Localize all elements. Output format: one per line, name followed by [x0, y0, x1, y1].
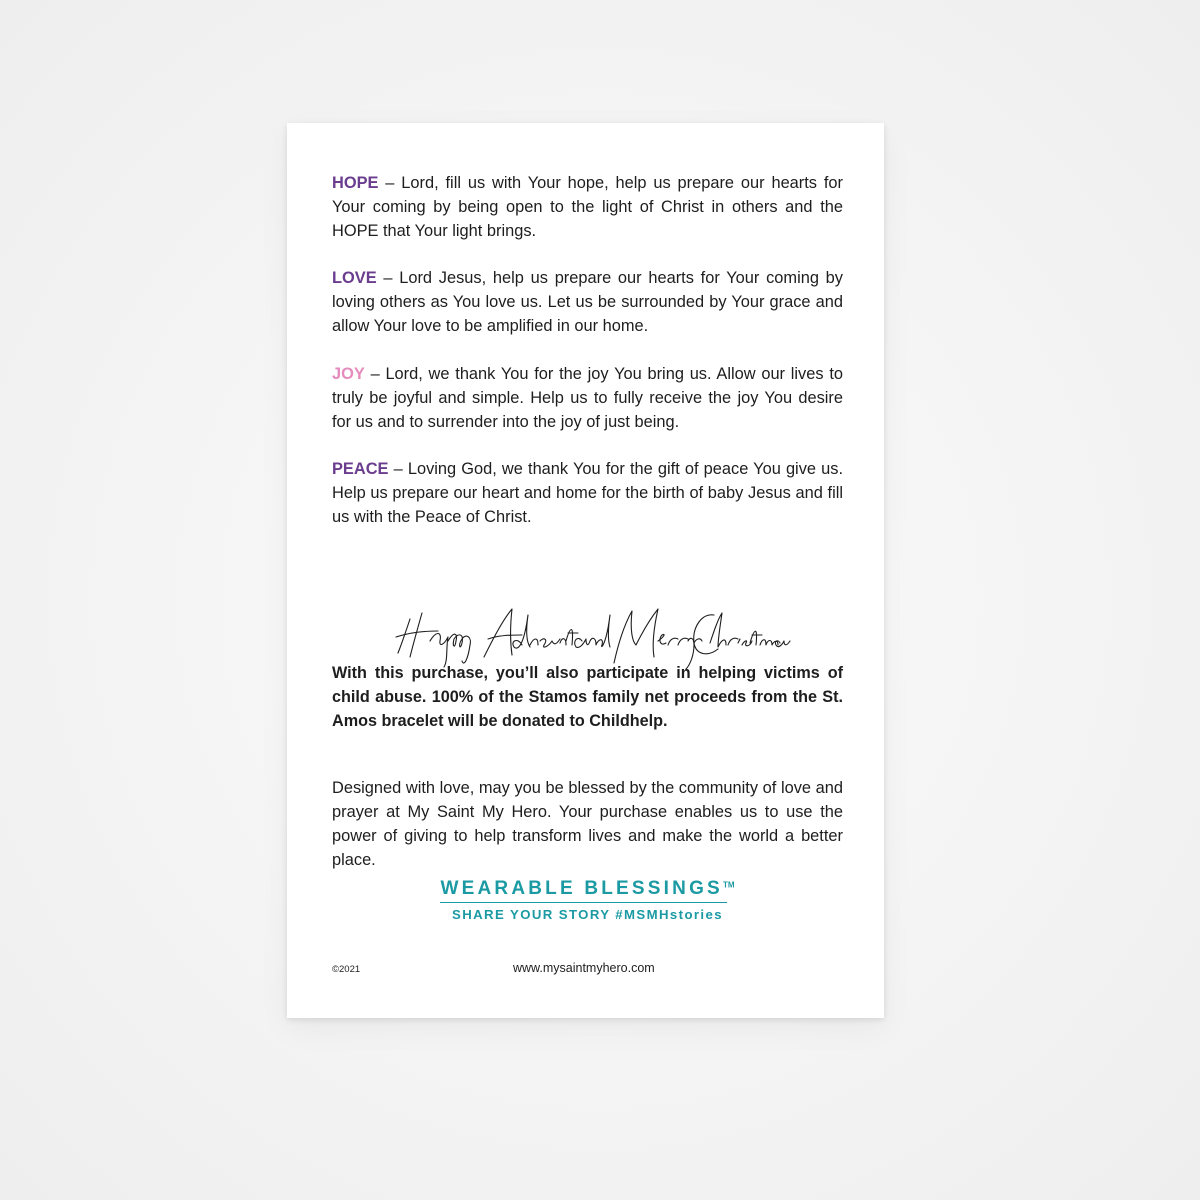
brand-subtitle: SHARE YOUR STORY #MSMHstories — [452, 907, 723, 922]
love-keyword: LOVE — [332, 269, 377, 287]
brand-title-wrap — [440, 878, 734, 903]
joy-paragraph — [332, 362, 843, 434]
joy-text: – Lord, we thank You for the joy You bring us. Allow our lives to truly be joyful and simple. Help us to fully receive the joy You desire for us and to surrender into the joy of just being. — [332, 365, 843, 431]
love-text: – Lord Jesus, help us prepare our hearts for Your coming by loving others as You love us. Let us be surrounded by Your grace and allow Your love to be amplified in our home. — [332, 269, 843, 335]
copyright-text: ©2021 — [332, 964, 361, 975]
brand-block — [332, 878, 843, 922]
prayer-card — [287, 123, 884, 1018]
trademark-mark: TM — [722, 880, 735, 890]
joy-keyword: JOY — [332, 365, 365, 383]
card-footer — [332, 961, 843, 977]
hope-paragraph — [332, 171, 843, 243]
peace-keyword: PEACE — [332, 460, 389, 478]
website-url: www.mysaintmyhero.com — [513, 961, 655, 975]
brand-title: WEARABLE BLESSINGS — [440, 878, 723, 899]
brand-underline — [440, 902, 726, 904]
donation-paragraph: With this purchase, you’ll also participate in helping victims of child abuse. 100% of the Stamos family net proceeds from the St. Amos bracelet will be donated to Childhelp. — [332, 664, 843, 730]
designed-paragraph: Designed with love, may you be blessed by the community of love and prayer at My Saint My Hero. Your purchase enables us to use the power of giving to help transform lives and make the world a better place. — [332, 779, 843, 869]
hope-text: – Lord, fill us with Your hope, help us prepare our hearts for Your coming by being open to the light of Christ in others and the HOPE that Your light brings. — [332, 174, 843, 240]
hope-keyword: HOPE — [332, 174, 379, 192]
peace-text: – Loving God, we thank You for the gift of peace You give us. Help us prepare our heart and home for the birth of baby Jesus and fill us with the Peace of Christ. — [332, 460, 843, 526]
peace-paragraph — [332, 457, 843, 529]
love-paragraph — [332, 266, 843, 338]
